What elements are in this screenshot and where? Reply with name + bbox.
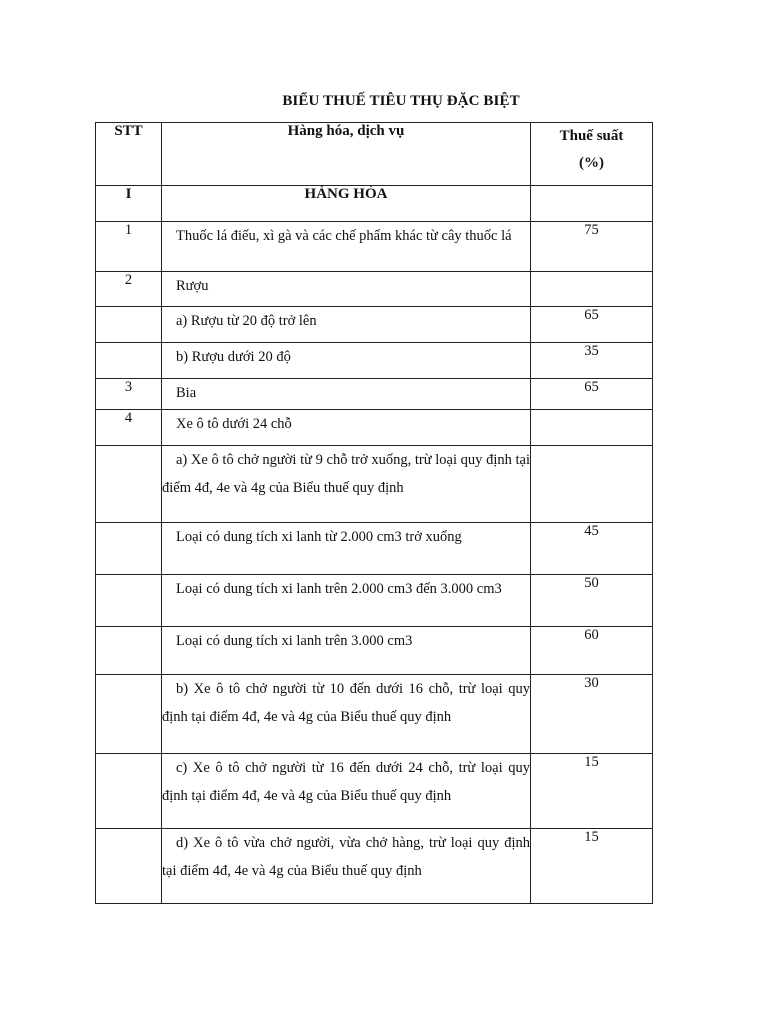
row-rate — [531, 446, 653, 523]
row-rate: 75 — [531, 222, 653, 272]
table-row — [96, 829, 653, 904]
row-item-label: Xe ô tô dưới 24 chỗ — [176, 416, 292, 432]
row-item-text — [162, 675, 531, 754]
table-row — [96, 272, 653, 307]
row-stt — [96, 675, 162, 754]
row-item-text — [162, 446, 531, 523]
row-item-label: a) Xe ô tô chở người từ 9 chỗ trở xuống, trừ loại quy định tại điểm 4đ, 4e và 4g của Biểu thuế quy định — [162, 452, 530, 496]
row-stt — [96, 754, 162, 829]
row-item-text — [162, 523, 531, 575]
section-number: I — [96, 186, 162, 222]
row-stt — [96, 343, 162, 379]
row-item-label: b) Rượu dưới 20 độ — [176, 349, 291, 365]
document-title: BIỂU THUẾ TIÊU THỤ ĐẶC BIỆT — [282, 93, 520, 109]
table-row — [96, 343, 653, 379]
row-rate — [531, 410, 653, 446]
row-stt — [96, 446, 162, 523]
table-row — [96, 575, 653, 627]
row-item-label: Bia — [176, 385, 197, 401]
row-stt — [96, 575, 162, 627]
header-tax-rate — [531, 123, 653, 186]
row-rate: 15 — [531, 754, 653, 829]
row-item-label: Rượu — [176, 278, 209, 294]
row-item-label: Loại có dung tích xi lanh trên 2.000 cm3 đến 3.000 cm3 — [176, 581, 502, 597]
row-stt: 4 — [96, 410, 162, 446]
section-rate — [531, 186, 653, 222]
table-row — [96, 379, 653, 410]
table-row — [96, 675, 653, 754]
table-row — [96, 523, 653, 575]
header-tax-rate-unit: (%) — [579, 155, 604, 171]
row-rate: 65 — [531, 379, 653, 410]
section-name: HÀNG HÓA — [162, 186, 531, 222]
table-row — [96, 754, 653, 829]
row-stt: 2 — [96, 272, 162, 307]
row-item-text — [162, 829, 531, 904]
row-rate: 35 — [531, 343, 653, 379]
row-rate: 50 — [531, 575, 653, 627]
row-item-label: c) Xe ô tô chở người từ 16 đến dưới 24 chỗ, trừ loại quy định tại điểm 4đ, 4e và 4g của Biểu thuế quy định — [162, 760, 530, 804]
row-item-text — [162, 343, 531, 379]
header-goods-services: Hàng hóa, dịch vụ — [162, 123, 531, 186]
row-stt: 1 — [96, 222, 162, 272]
row-rate: 65 — [531, 307, 653, 343]
table-row — [96, 446, 653, 523]
table-row — [96, 410, 653, 446]
row-item-label: Loại có dung tích xi lanh từ 2.000 cm3 trở xuống — [176, 529, 462, 545]
row-stt — [96, 627, 162, 675]
row-stt: 3 — [96, 379, 162, 410]
row-rate: 45 — [531, 523, 653, 575]
row-rate: 60 — [531, 627, 653, 675]
section-row — [96, 186, 653, 222]
table-row — [96, 222, 653, 272]
row-item-text — [162, 754, 531, 829]
header-stt: STT — [96, 123, 162, 186]
table-row — [96, 627, 653, 675]
row-item-text — [162, 379, 531, 410]
row-item-text — [162, 627, 531, 675]
table-header-row — [96, 123, 653, 186]
row-item-label: Loại có dung tích xi lanh trên 3.000 cm3 — [176, 633, 413, 649]
row-item-text — [162, 575, 531, 627]
row-stt — [96, 829, 162, 904]
row-item-label: b) Xe ô tô chở người từ 10 đến dưới 16 chỗ, trừ loại quy định tại điểm 4đ, 4e và 4g của Biểu thuế quy định — [162, 681, 530, 725]
row-item-label: Thuốc lá điếu, xì gà và các chế phẩm khác từ cây thuốc lá — [176, 228, 512, 244]
header-tax-rate-label: Thuế suất — [559, 128, 624, 144]
row-rate — [531, 272, 653, 307]
row-item-text — [162, 222, 531, 272]
row-item-text — [162, 272, 531, 307]
row-item-label: d) Xe ô tô vừa chở người, vừa chở hàng, trừ loại quy định tại điểm 4đ, 4e và 4g của Biểu thuế quy định — [162, 835, 530, 879]
tax-rate-table — [95, 122, 653, 904]
table-row — [96, 307, 653, 343]
row-item-text — [162, 307, 531, 343]
row-rate: 30 — [531, 675, 653, 754]
row-item-text — [162, 410, 531, 446]
row-item-label: a) Rượu từ 20 độ trở lên — [176, 313, 317, 329]
row-rate: 15 — [531, 829, 653, 904]
row-stt — [96, 307, 162, 343]
row-stt — [96, 523, 162, 575]
